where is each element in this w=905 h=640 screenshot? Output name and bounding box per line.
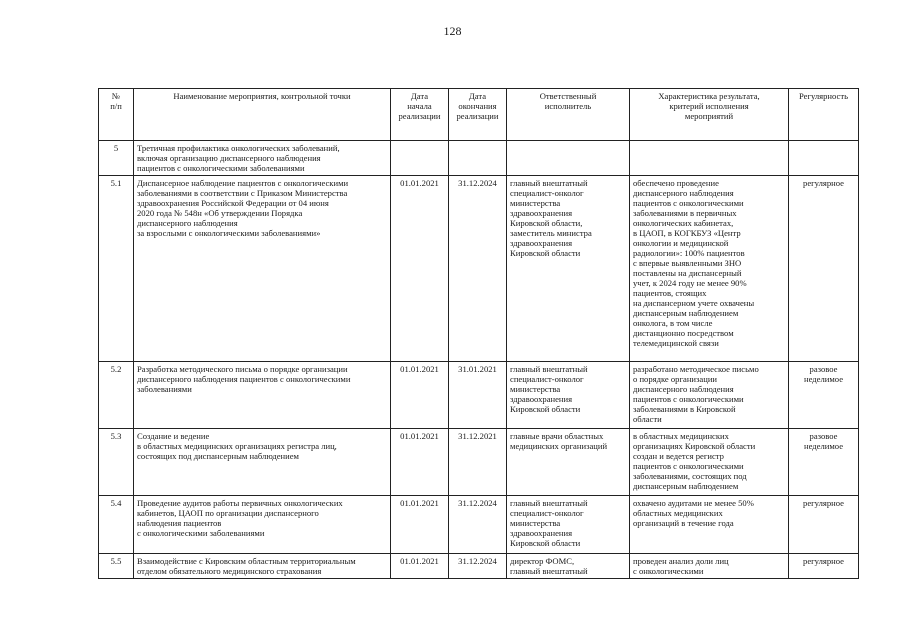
row-result: разработано методическое письмо о порядке организации диспансерного наблюдения пациентов с онкологическими заболеваниями в Кировской области bbox=[630, 362, 789, 429]
row-name: Третичная профилактика онкологических заболеваний, включая организацию диспансерного наблюдения пациентов с онкологическими заболеваниями bbox=[134, 141, 391, 176]
row-start-date: 01.01.2021 bbox=[391, 362, 449, 429]
header-responsible: Ответственный исполнитель bbox=[507, 89, 630, 141]
activities-table bbox=[98, 88, 859, 579]
header-name: Наименование мероприятия, контрольной точки bbox=[134, 89, 391, 141]
row-start-date: 01.01.2021 bbox=[391, 496, 449, 554]
row-responsible: главный внештатный специалист-онколог министерства здравоохранения Кировской области, заместитель министра здравоохранения Кировской области bbox=[507, 176, 630, 362]
row-regularity: разовое неделимое bbox=[789, 362, 859, 429]
header-end-date: Дата окончания реализации bbox=[449, 89, 507, 141]
row-regularity: регулярное bbox=[789, 496, 859, 554]
row-regularity: регулярное bbox=[789, 176, 859, 362]
row-result: обеспечено проведение диспансерного наблюдения пациентов с онкологическими заболеваниями в первичных онкологических кабинетах, в ЦАОП, в КОГКБУЗ «Центр онкологии и медицинской радиологии»: 100% пациентов с впервые выявленными ЗНО поставлены на диспансерный учет, к 2024 году не менее 90% пациентов, стоящих на диспансерном учете охвачены диспансерным наблюдением онколога, в том числе дистанционно посредством телемедицинской связи bbox=[630, 176, 789, 362]
header-regularity: Регулярность bbox=[789, 89, 859, 141]
row-responsible: главный внештатный специалист-онколог министерства здравоохранения Кировской области bbox=[507, 496, 630, 554]
row-end-date: 31.12.2021 bbox=[449, 429, 507, 496]
row-regularity bbox=[789, 141, 859, 176]
header-result: Характеристика результата, критерий исполнения мероприятий bbox=[630, 89, 789, 141]
header-num: № п/п bbox=[99, 89, 134, 141]
row-regularity: разовое неделимое bbox=[789, 429, 859, 496]
row-end-date: 31.12.2024 bbox=[449, 176, 507, 362]
row-num: 5.5 bbox=[99, 554, 134, 579]
row-end-date bbox=[449, 141, 507, 176]
row-responsible: директор ФОМС, главный внештатный bbox=[507, 554, 630, 579]
page-number: 128 bbox=[443, 24, 462, 38]
table-header-row bbox=[99, 89, 859, 141]
row-name: Диспансерное наблюдение пациентов с онкологическими заболеваниями в соответствии с Приказом Министерства здравоохранения Российской Федерации от 04 июня 2020 года № 548н «Об утверждении Порядка диспансерного наблюдения за взрослыми с онкологическими заболеваниями» bbox=[134, 176, 391, 362]
row-start-date bbox=[391, 141, 449, 176]
table-row bbox=[99, 554, 859, 579]
row-num: 5.4 bbox=[99, 496, 134, 554]
row-end-date: 31.12.2024 bbox=[449, 554, 507, 579]
table-row bbox=[99, 141, 859, 176]
row-name: Проведение аудитов работы первичных онкологических кабинетов, ЦАОП по организации диспансерного наблюдения пациентов с онкологическими заболеваниями bbox=[134, 496, 391, 554]
table-row bbox=[99, 496, 859, 554]
table-row bbox=[99, 176, 859, 362]
header-start-date: Дата начала реализации bbox=[391, 89, 449, 141]
row-start-date: 01.01.2021 bbox=[391, 554, 449, 579]
row-name: Создание и ведение в областных медицинских организациях регистра лиц, состоящих под диспансерным наблюдением bbox=[134, 429, 391, 496]
row-start-date: 01.01.2021 bbox=[391, 429, 449, 496]
row-responsible bbox=[507, 141, 630, 176]
row-num: 5.2 bbox=[99, 362, 134, 429]
row-result: проведен анализ доли лиц с онкологическими bbox=[630, 554, 789, 579]
table-row bbox=[99, 429, 859, 496]
row-num: 5 bbox=[99, 141, 134, 176]
row-end-date: 31.12.2024 bbox=[449, 496, 507, 554]
row-name: Разработка методического письма о порядке организации диспансерного наблюдения пациентов с онкологическими заболеваниями bbox=[134, 362, 391, 429]
row-result: охвачено аудитами не менее 50% областных медицинских организаций в течение года bbox=[630, 496, 789, 554]
row-name: Взаимодействие с Кировским областным территориальным отделом обязательного медицинского страхования bbox=[134, 554, 391, 579]
row-num: 5.1 bbox=[99, 176, 134, 362]
table-row bbox=[99, 362, 859, 429]
row-responsible: главные врачи областных медицинских организаций bbox=[507, 429, 630, 496]
row-num: 5.3 bbox=[99, 429, 134, 496]
row-start-date: 01.01.2021 bbox=[391, 176, 449, 362]
row-result: в областных медицинских организациях Кировской области создан и ведется регистр пациентов с онкологическими заболеваниями, состоящих под диспансерным наблюдением bbox=[630, 429, 789, 496]
row-result bbox=[630, 141, 789, 176]
row-end-date: 31.01.2021 bbox=[449, 362, 507, 429]
row-responsible: главный внештатный специалист-онколог министерства здравоохранения Кировской области bbox=[507, 362, 630, 429]
row-regularity: регулярное bbox=[789, 554, 859, 579]
